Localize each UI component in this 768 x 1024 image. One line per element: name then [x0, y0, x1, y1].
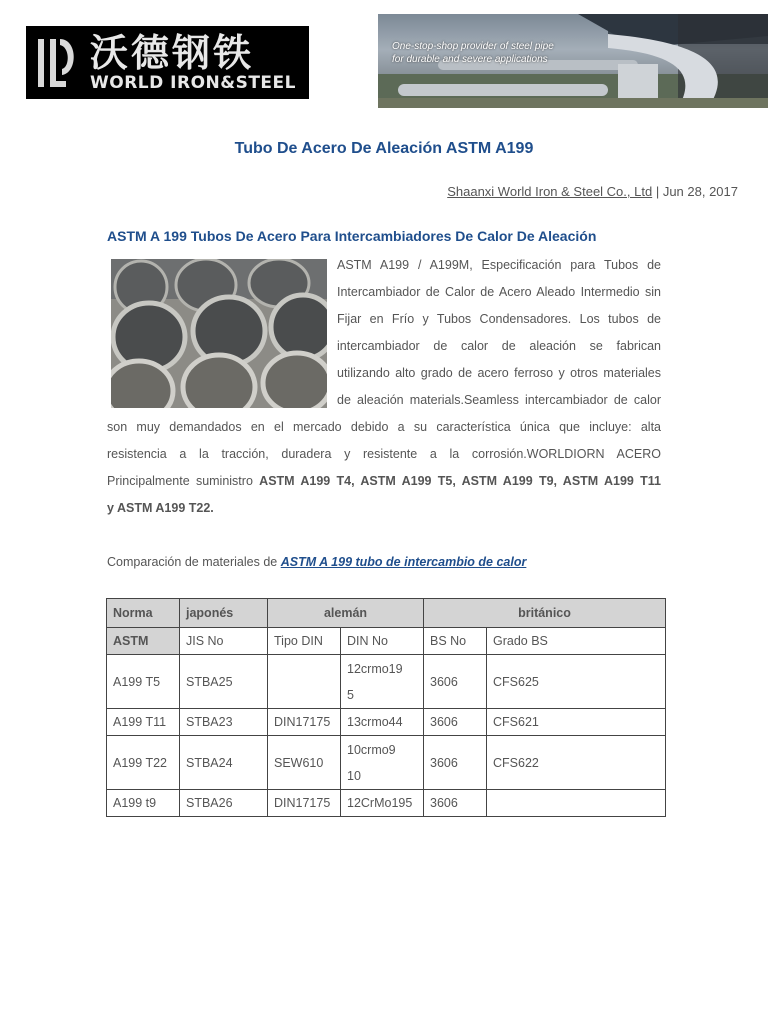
table-header-cell: alemán	[268, 599, 424, 628]
table-cell: STBA25	[180, 655, 268, 709]
logo-chinese-name: 沃德钢铁	[90, 30, 255, 75]
intro-line: de aleación materials.Seamless intercambiador de calor	[337, 393, 661, 407]
banner-tagline	[392, 40, 554, 66]
header-banner	[378, 14, 768, 108]
supply-grades: ASTM A199 T4, ASTM A199 T5, ASTM A199 T9, ASTM A199 T11	[259, 474, 661, 488]
table-header-cell: Tipo DIN	[268, 628, 341, 655]
materials-comparison-table	[106, 598, 666, 817]
steel-pipes-photo	[111, 259, 327, 408]
table-header-cell: Grado BS	[487, 628, 666, 655]
company-logo[interactable]	[26, 26, 309, 99]
publish-date: | Jun 28, 2017	[655, 184, 738, 199]
table-row	[107, 736, 666, 790]
intro-line: Fijar en Frío y Tubos Condensadores. Los tubos de	[337, 312, 661, 326]
table-cell	[487, 790, 666, 817]
intro-line: intercambiador de calor de aleación se fabrican	[337, 339, 661, 353]
table-cell: 3606	[424, 655, 487, 709]
table-cell: A199 T22	[107, 736, 180, 790]
supply-line	[107, 468, 661, 495]
table-sub-header-row	[107, 628, 666, 655]
article-title: Tubo De Acero De Aleación ASTM A199	[234, 140, 534, 157]
comparison-prefix: Comparación de materiales de	[107, 555, 281, 569]
intro-paragraph-continued	[107, 414, 661, 522]
table-cell: CFS622	[487, 736, 666, 790]
table-cell: CFS625	[487, 655, 666, 709]
article-subtitle: ASTM A 199 Tubos De Acero Para Intercambiadores De Calor De Aleación	[107, 228, 597, 244]
table-cell: 3606	[424, 709, 487, 736]
logo-text	[90, 30, 296, 93]
table-cell: STBA26	[180, 790, 268, 817]
intro-paragraph	[337, 252, 661, 414]
table-cell: 12CrMo195	[341, 790, 424, 817]
table-header-cell: británico	[424, 599, 666, 628]
company-link[interactable]: Shaanxi World Iron & Steel Co., Ltd	[447, 184, 653, 199]
table-cell: A199 T11	[107, 709, 180, 736]
table-cell: 3606	[424, 790, 487, 817]
table-cell: 3606	[424, 736, 487, 790]
table-cell: 10crmo9 10	[341, 736, 424, 790]
intro-line: son muy demandados en el mercado debido a su característica única que incluye: alta	[107, 420, 661, 434]
table-cell: STBA23	[180, 709, 268, 736]
table-header-cell: DIN No	[341, 628, 424, 655]
table-cell: STBA24	[180, 736, 268, 790]
banner-tagline-line-1: One-stop-shop provider of steel pipe	[392, 41, 554, 52]
supply-prefix: Principalmente suministro	[107, 474, 260, 488]
table-cell: DIN17175	[268, 709, 341, 736]
logo-english-name: WORLD IRON&STEEL	[90, 72, 296, 93]
comparison-intro	[107, 555, 526, 569]
banner-tagline-line-2: for durable and severe applications	[392, 54, 548, 65]
table-cell	[268, 655, 341, 709]
supply-line-end	[107, 495, 661, 522]
table-header-cell: JIS No	[180, 628, 268, 655]
supply-grades-end: y ASTM A199 T22.	[107, 501, 214, 515]
intro-line: Intercambiador de Calor de Acero Aleado Intermedio sin	[337, 285, 661, 299]
table-cell: CFS621	[487, 709, 666, 736]
article-byline	[447, 184, 738, 199]
table-cell: 13crmo44	[341, 709, 424, 736]
table-header-cell: japonés	[180, 599, 268, 628]
intro-line: utilizando alto grado de acero ferroso y otros materiales	[337, 366, 661, 380]
logo-mark-icon	[36, 35, 80, 91]
table-cell: 12crmo19 5	[341, 655, 424, 709]
intro-line: ASTM A199 / A199M, Especificación para Tubos de	[337, 258, 661, 272]
intro-line: resistencia a la tracción, duradera y resistente a la corrosión.WORLDIORN ACERO	[107, 447, 661, 461]
table-row	[107, 655, 666, 709]
table-cell: DIN17175	[268, 790, 341, 817]
table-row	[107, 709, 666, 736]
table-header-cell: ASTM	[107, 628, 180, 655]
table-header-cell: Norma	[107, 599, 180, 628]
table-cell: SEW610	[268, 736, 341, 790]
table-header-cell: BS No	[424, 628, 487, 655]
table-row	[107, 790, 666, 817]
table-cell: A199 T5	[107, 655, 180, 709]
table-cell: A199 t9	[107, 790, 180, 817]
comparison-link[interactable]: ASTM A 199 tubo de intercambio de calor	[280, 555, 527, 569]
table-group-header-row	[107, 599, 666, 628]
